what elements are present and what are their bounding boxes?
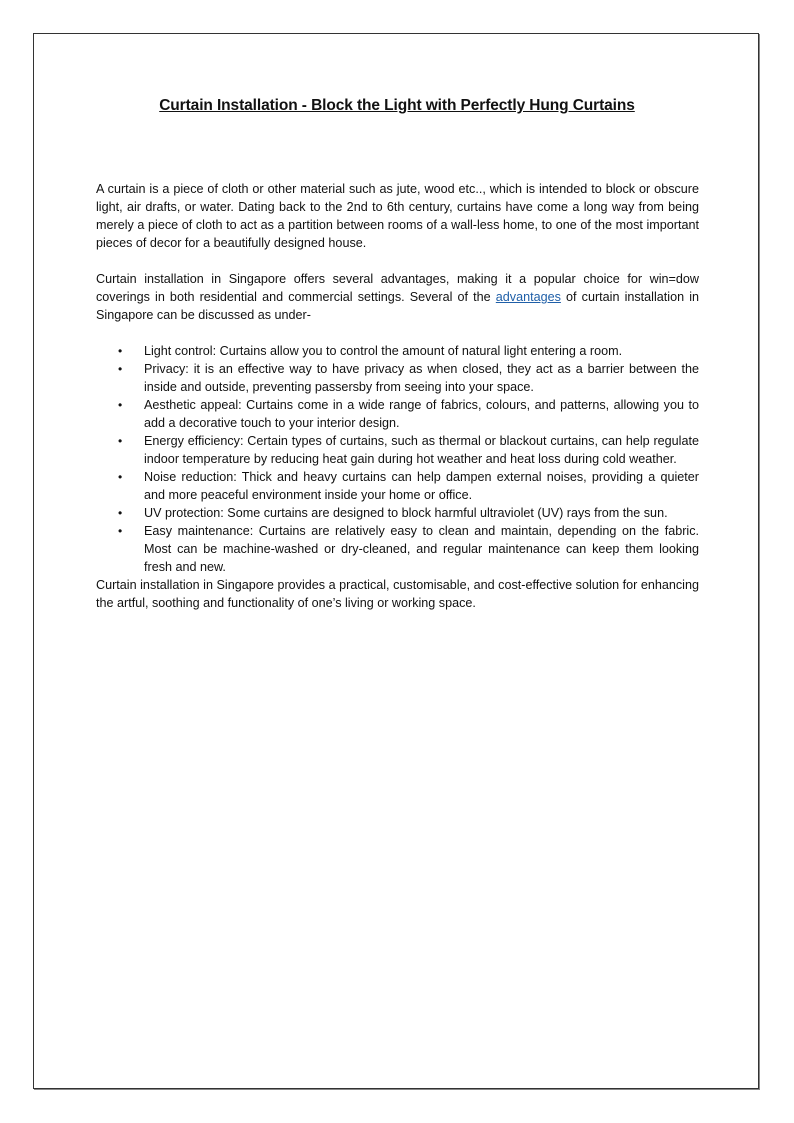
bullet-icon: • — [118, 362, 123, 376]
list-item-text: Light control: Curtains allow you to control the amount of natural light entering a room. — [144, 344, 623, 358]
advantages-text-before: Curtain installation in Singapore offers several advantages, making it a popular choice for win=dow coverings in both residential and commercial settings. Several of the — [96, 272, 699, 304]
advantages-text-after: of curtain installation in Singapore can be discussed as under- — [96, 290, 700, 322]
list-item — [96, 468, 699, 504]
advantages-link[interactable]: advantages — [495, 290, 561, 304]
advantages-paragraph — [96, 270, 699, 324]
list-item-text: Easy maintenance: Curtains are relatively easy to clean and maintain, depending on the fabric. Most can be machine-washed or dry-cleaned, and regular maintenance can keep them looking fresh and new. — [144, 524, 699, 574]
bullet-icon: • — [118, 398, 123, 412]
list-item — [96, 432, 699, 468]
list-item — [96, 522, 699, 576]
advantages-list — [96, 342, 699, 576]
list-item — [96, 360, 699, 396]
document-title: Curtain Installation - Block the Light with Perfectly Hung Curtains — [159, 97, 635, 114]
list-item-text: Aesthetic appeal: Curtains come in a wide range of fabrics, colours, and patterns, allowing you to add a decorative touch to your interior design. — [144, 398, 699, 430]
bullet-icon: • — [118, 506, 123, 520]
bullet-icon: • — [118, 470, 123, 484]
list-item-text: Noise reduction: Thick and heavy curtains can help dampen external noises, providing a quieter and more peaceful environment inside your home or office. — [144, 470, 699, 502]
list-item-text: Privacy: it is an effective way to have privacy as when closed, they act as a barrier between the inside and outside, preventing passersby from seeing into your space. — [144, 362, 699, 394]
list-item-text: Energy efficiency: Certain types of curtains, such as thermal or blackout curtains, can help regulate indoor temperature by reducing heat gain during hot weather and heat loss during cold weather. — [144, 434, 699, 466]
list-item — [96, 342, 699, 360]
conclusion-paragraph: Curtain installation in Singapore provides a practical, customisable, and cost-effective solution for enhancing the artful, soothing and functionality of one’s living or working space. — [96, 578, 699, 610]
bullet-icon: • — [118, 434, 123, 448]
bullet-icon: • — [118, 524, 123, 538]
list-item-text: UV protection: Some curtains are designed to block harmful ultraviolet (UV) rays from the sun. — [144, 506, 668, 520]
document-body — [96, 180, 699, 612]
intro-paragraph: A curtain is a piece of cloth or other material such as jute, wood etc.., which is intended to block or obscure light, air drafts, or water. Dating back to the 2nd to 6th century, curtains have come a long way from being merely a piece of cloth to act as a partition between rooms of a wall-less home, to one of the most important pieces of decor for a beautifully designed house. — [96, 182, 699, 250]
list-item — [96, 504, 699, 522]
bullet-icon: • — [118, 344, 123, 358]
list-item — [96, 396, 699, 432]
